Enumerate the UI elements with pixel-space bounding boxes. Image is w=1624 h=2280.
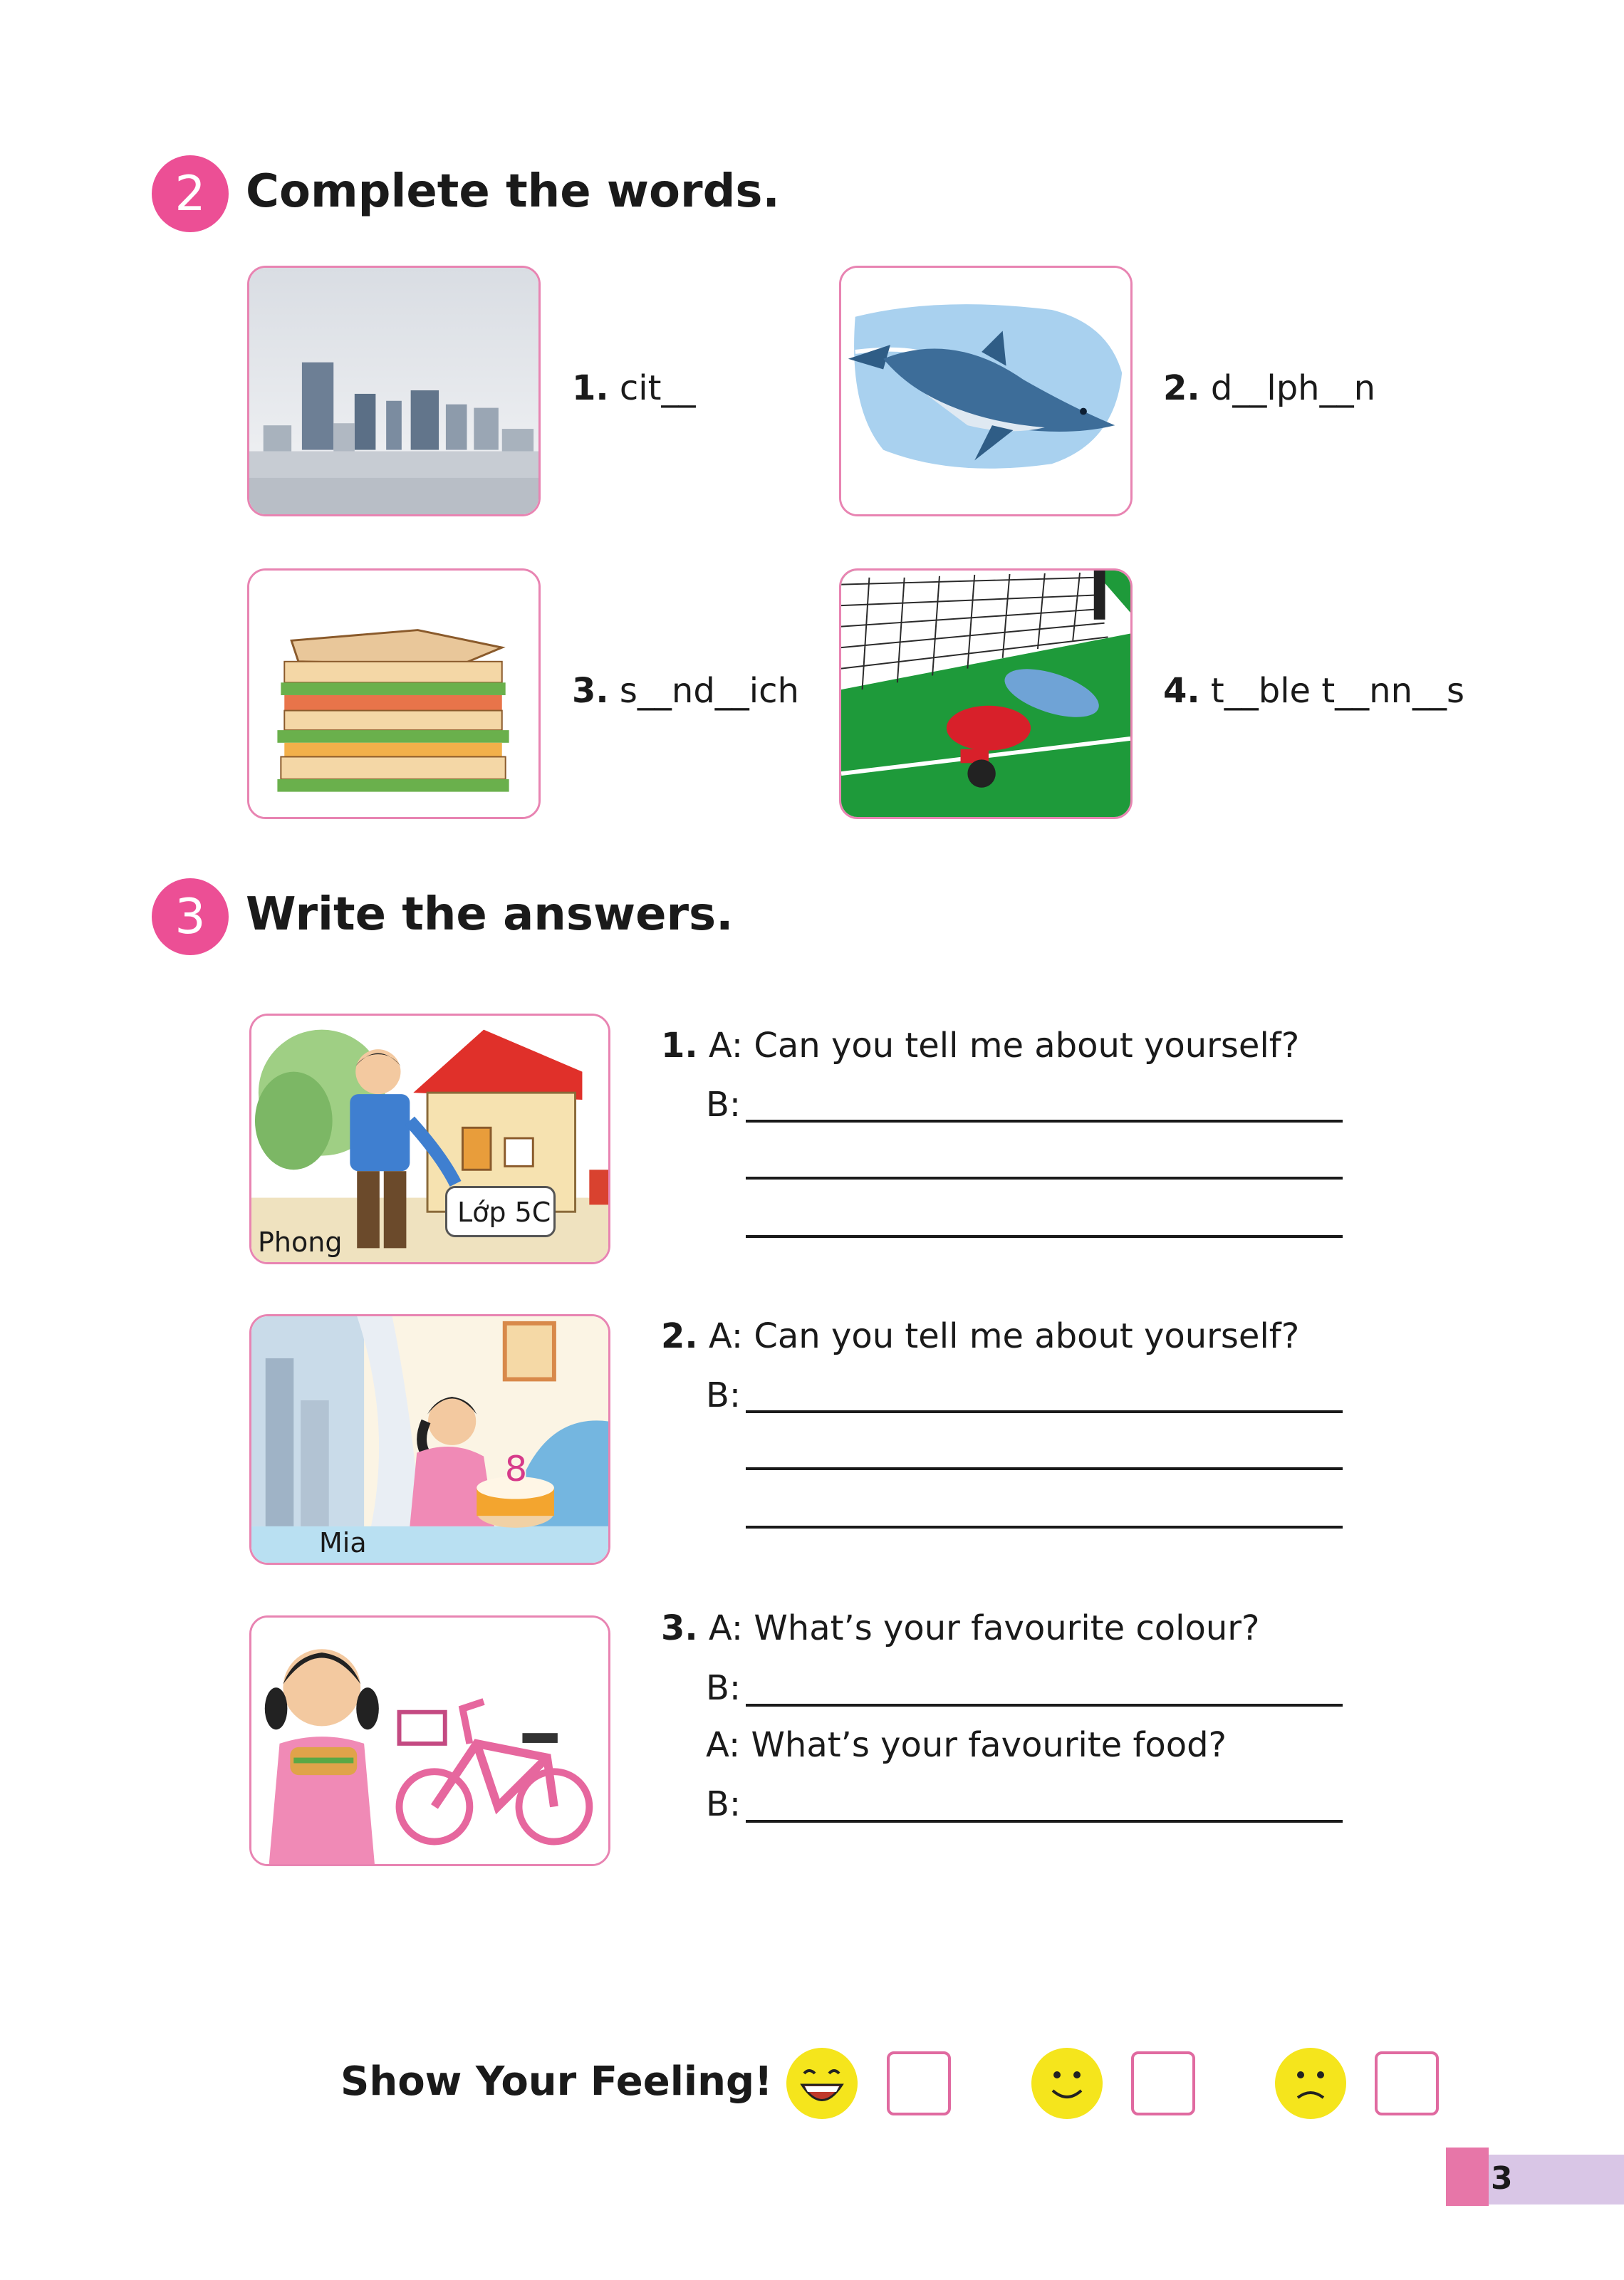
word-item-1-number: 1. (572, 368, 609, 408)
smiling-face-icon (1031, 2048, 1103, 2119)
smiling-checkbox[interactable] (1131, 2051, 1195, 2115)
mia-caption: Mia (319, 1527, 367, 1558)
section-3-number: 3 (152, 878, 229, 955)
laughing-face-icon (786, 2048, 858, 2119)
word-item-2-number: 2. (1163, 368, 1200, 408)
q1-answer-line-2[interactable] (746, 1177, 1343, 1180)
word-item-3 (572, 671, 799, 711)
q3-a-label: A: (708, 1608, 744, 1648)
word-item-3-number: 3. (572, 671, 609, 711)
phong-caption: Phong (258, 1227, 343, 1258)
city-skyline-image (247, 266, 541, 516)
q1-b-label: B: (706, 1085, 741, 1125)
table-tennis-image (839, 568, 1133, 819)
section-2-title: Complete the words. (246, 165, 780, 218)
section-3-title: Write the answers. (246, 888, 734, 941)
word-item-1-blank-word: cit__ (619, 368, 696, 408)
q3-question: What’s your favourite colour? (754, 1608, 1260, 1648)
q2-a-label: A: (708, 1316, 744, 1356)
mia-picture (249, 1314, 610, 1565)
q2-question: Can you tell me about yourself? (754, 1316, 1300, 1356)
q2-answer-line-1[interactable] (746, 1410, 1343, 1413)
q3-question-2-line (706, 1725, 1227, 1765)
word-item-2 (1163, 368, 1375, 408)
page-number: 3 (1491, 2160, 1513, 2197)
svg-text:8: 8 (504, 1448, 528, 1489)
q3-answer-line-1[interactable] (746, 1704, 1343, 1707)
q1-answer-line-3[interactable] (746, 1235, 1343, 1238)
q3-question-2: What’s your favourite food? (751, 1725, 1227, 1765)
word-item-2-blank-word: d__lph__n (1210, 368, 1376, 408)
dolphin-image (839, 266, 1133, 516)
word-item-1 (572, 368, 695, 408)
word-item-3-blank-word: s__nd__ich (619, 671, 799, 711)
word-item-4 (1163, 671, 1464, 711)
laughing-checkbox[interactable] (887, 2051, 951, 2115)
class-sign-label: Lớp 5C (457, 1197, 551, 1228)
q3-number: 3. (661, 1608, 698, 1648)
q3-b2-label: B: (706, 1784, 741, 1824)
q3-a2-label: A: (706, 1725, 741, 1765)
q1-answer-line-1[interactable] (746, 1120, 1343, 1123)
feeling-title: Show Your Feeling! (340, 2058, 773, 2105)
q3-answer-line-2[interactable] (746, 1820, 1343, 1823)
q2-answer-line-2[interactable] (746, 1467, 1343, 1470)
q3-b-label: B: (706, 1668, 741, 1708)
sad-face-icon (1275, 2048, 1346, 2119)
q2-number: 2. (661, 1316, 698, 1356)
q1-question: Can you tell me about yourself? (754, 1026, 1300, 1066)
q3-question-line (661, 1608, 1259, 1648)
page-tab-marker (1446, 2148, 1489, 2206)
q1-question-line (661, 1026, 1299, 1066)
q2-b-label: B: (706, 1375, 741, 1415)
sandwich-image (247, 568, 541, 819)
girl-bike-picture (249, 1615, 610, 1866)
q1-number: 1. (661, 1026, 698, 1066)
word-item-4-number: 4. (1163, 671, 1200, 711)
word-item-4-blank-word: t__ble t__nn__s (1210, 671, 1464, 711)
sad-checkbox[interactable] (1375, 2051, 1439, 2115)
class-sign (445, 1186, 556, 1237)
q2-question-line (661, 1316, 1299, 1356)
q2-answer-line-3[interactable] (746, 1526, 1343, 1529)
q1-a-label: A: (708, 1026, 744, 1066)
section-2-number: 2 (152, 155, 229, 232)
